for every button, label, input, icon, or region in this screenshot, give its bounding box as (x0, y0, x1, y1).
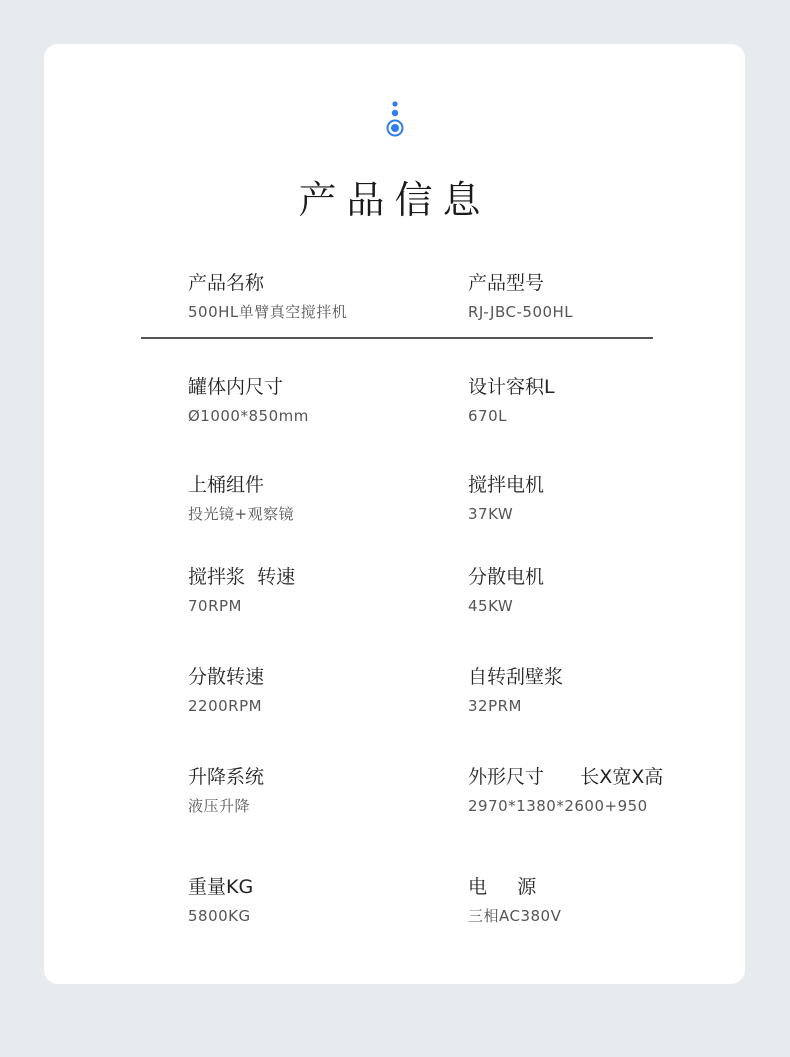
spec-item-model (468, 271, 728, 322)
spec-item-disperse-motor (468, 565, 728, 616)
spec-item-paddle-speed (188, 565, 448, 616)
spec-item-power (468, 875, 728, 926)
spec-label: 分散转速 (188, 666, 265, 688)
spec-label: 产品型号 (468, 272, 545, 294)
spec-value: 45KW (468, 597, 514, 615)
spec-item-product-name (188, 271, 448, 322)
divider (141, 337, 653, 339)
spec-value: 37KW (468, 505, 514, 523)
spec-label: 自转刮壁浆 (468, 666, 564, 688)
spec-label: 搅拌浆 转速 (188, 566, 296, 588)
spec-label: 电 源 (468, 876, 537, 898)
spec-label: 罐体内尺寸 (188, 376, 284, 398)
spec-label: 外形尺寸 长X宽X高 (468, 766, 664, 788)
spec-item-disperse-speed (188, 665, 448, 716)
spec-value: Ø1000*850mm (188, 407, 309, 425)
spec-value: 5800KG (188, 907, 251, 925)
spec-value: 32PRM (468, 697, 522, 715)
spec-label: 搅拌电机 (468, 474, 545, 496)
page-title: 产品信息 (298, 178, 491, 222)
dots-circle-icon (385, 100, 405, 140)
spec-item-tank-size (188, 375, 448, 426)
spec-value: 三相AC380V (468, 907, 562, 925)
spec-value: 500HL单臂真空搅拌机 (188, 303, 348, 321)
spec-item-lift-system (188, 765, 448, 816)
spec-label: 设计容积L (468, 376, 555, 398)
spec-item-scraper (468, 665, 728, 716)
spec-value: 投光镜+观察镜 (188, 505, 295, 523)
spec-value: 70RPM (188, 597, 242, 615)
spec-value: RJ-JBC-500HL (468, 303, 574, 321)
spec-label: 升降系统 (188, 766, 265, 788)
spec-label: 上桶组件 (188, 474, 265, 496)
spec-label: 分散电机 (468, 566, 545, 588)
spec-value: 2970*1380*2600+950 (468, 797, 648, 815)
spec-item-capacity (468, 375, 728, 426)
spec-value: 670L (468, 407, 507, 425)
spec-value: 2200RPM (188, 697, 263, 715)
spec-label: 产品名称 (188, 272, 265, 294)
spec-item-dimensions (468, 765, 698, 816)
spec-item-mixing-motor (468, 473, 728, 524)
spec-value: 液压升降 (188, 797, 251, 815)
product-info-card (44, 44, 745, 984)
spec-label: 重量KG (188, 876, 254, 898)
spec-item-upper-barrel (188, 473, 448, 524)
spec-item-weight (188, 875, 448, 926)
